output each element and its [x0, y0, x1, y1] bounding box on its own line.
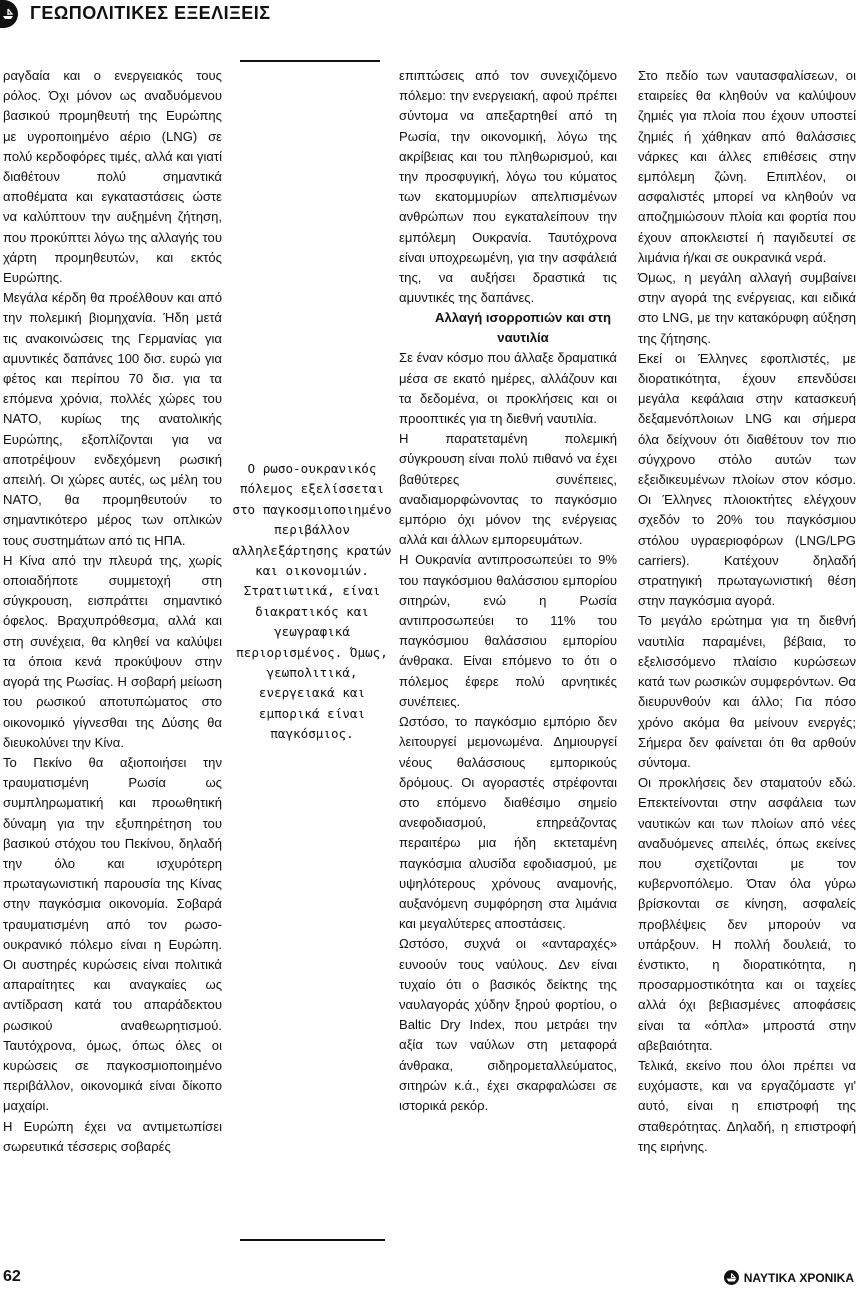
- page-number: 62: [3, 1268, 21, 1285]
- pull-quote-rule-bottom: [240, 1239, 385, 1241]
- ship-logo-icon: [0, 0, 18, 28]
- paragraph: Η παρατεταμένη πολεμική σύγκρουση είναι πολύ πιθανό να έχει βαθύτερες συνέπειες, αναδιαμορφώνοντας το παγκόσμιο εμπόριο όχι μόνον της ενέργειας αλλά και άλλων εμπορευμάτων.: [399, 431, 617, 548]
- footer-brand: [724, 1270, 854, 1285]
- paragraph: Τελικά, εκείνο που όλοι πρέπει να ευχόμαστε, και να εργαζόμαστε γι' αυτό, είναι η επιστροφή της σταθερότητας. Δηλαδή, η επιστροφή της ειρήνης.: [638, 1057, 856, 1154]
- paragraph: Στο πεδίο των ναυτασφαλίσεων, οι εταιρείες θα κληθούν να καλύψουν ζημιές για πλοία που έχουν υποστεί ζημιές ή χάθηκαν από θαλάσσιες νάρκες και άλλες επιθέσεις στην εμπόλεμη ζώνη. Επιπλέον, οι ασφαλιστές μπορεί να κληθούν να αποζημιώσουν πλοία και φορτία που έχουν αποκλειστεί ή παγιδευτεί σε λιμάνια ή/και σε ουκρανικά νερά.: [638, 68, 856, 265]
- paragraph: ραγδαία και ο ενεργειακός τους ρόλος. Όχι μόνον ως αναδυόμενου βασικού προμηθευτή της Ευρώπης με υγροποιημένο αέριο (LNG) σε πολύ κερδοφόρες τιμές, αλλά και γιατί διαθέτουν πολύ σημαντικά αποθέματα και εγκαταστάσεις ώστε να καλύπτουν την αυξημένη ζήτηση, που προκύπτει λόγω της αλλαγής του χάρτη προμηθευτών, και εκτός Ευρώπης.: [3, 68, 222, 286]
- paragraph: Μεγάλα κέρδη θα προέλθουν και από την πολεμική βιομηχανία. Ήδη μετά τις ανακοινώσεις της Γερμανίας για αμυντικές δαπάνες 100 δισ. ευρώ για φέτος και περίπου 70 δισ. για τα επόμενα χρόνια, πολλές χώρες του ΝΑΤΟ, κυρίως της ανατολικής Ευρώπης, εξοπλίζονται για να αποτρέψουν ενδεχόμενη ρωσική απειλή. Οι χώρες αυτές, ως μέλη του ΝΑΤΟ, θα προμηθευτούν το σημαντικότερο μέρος των οπλικών τους συστημάτων από τις ΗΠΑ.: [3, 290, 222, 548]
- page-header: [0, 0, 857, 30]
- section-title: ΓΕΩΠΟΛΙΤΙΚΕΣ ΕΞΕΛΙΞΕΙΣ: [30, 3, 271, 23]
- paragraph: Εκεί οι Έλληνες εφοπλιστές, με διορατικότητα, έχουν επενδύσει μεγάλα κεφάλαια στην κατασκευή δεξαμενόπλοιων LNG και σήμερα όλα δείχνουν ότι διαθέτουν τον πιο σύγχρονο στόλο αυτών των εξειδικευμένων πλοίων στον κόσμο. Οι Έλληνες πλοιοκτήτες ελέγχουν σχεδόν το 20% του παγκόσμιου στόλου υγραεριοφόρων (LNG/LPG carriers). Κατέχουν δηλαδή στρατηγική πρωταγωνιστική θέση στην παγκόσμια αγορά.: [638, 350, 856, 609]
- pull-quote-rule-top: [240, 60, 380, 62]
- subheading: Αλλαγή ισορροπιών και στη ναυτιλία: [435, 310, 611, 346]
- ship-logo-icon: [724, 1270, 739, 1285]
- paragraph: επιπτώσεις από τον συνεχιζόμενο πόλεμο: την ενεργειακή, αφού πρέπει σύντομα να απεξαρτηθεί από τη Ρωσία, την οικονομική, λόγω της ακρίβειας και του πληθωρισμού, και την προσφυγική, λόγω του κύματος των εκατομμυρίων απελπισμένων ανθρώπων που εγκαταλείπουν την εμπόλεμη Ουκρανία. Ταυτόχρονα είναι υποχρεωμένη, για την ασφάλειά της, να αυξήσει δραστικά τις αμυντικές της δαπάνες.: [399, 68, 617, 306]
- brand-name: ΝΑΥΤΙΚΑ ΧΡΟΝΙΚΑ: [743, 1270, 854, 1285]
- paragraph: Η Ουκρανία αντιπροσωπεύει το 9% του παγκόσμιου θαλάσσιου εμπορίου σιτηρών, ενώ η Ρωσία αντιπροσωπεύει το 11% του παγκόσμιου θαλάσσιου εμπορίου άνθρακα. Είναι επόμενο το ότι ο πόλεμος έφερε πολύ αρνητικές συνέπειες.: [399, 552, 617, 709]
- pull-quote: Ο ρωσο-ουκρανικός πόλεμος εξελίσσεται στο παγκοσμιοποιημένο περιβάλλον αλληλεξάρτησης κρατών και οικονομιών. Στρατιωτικά, είναι διακρατικός και γεωγραφικά περιορισμένος. Όμως, γεωπολιτικά, ενεργειακά και εμπορικά είναι παγκόσμιος.: [232, 461, 392, 742]
- paragraph: Όμως, η μεγάλη αλλαγή συμβαίνει στην αγορά της ενέργειας, και ειδικά στο LNG, με την κατακόρυφη αύξηση της ζήτησης.: [638, 270, 856, 346]
- paragraph: Ωστόσο, συχνά οι «ανταραχές» ευνοούν τους ναύλους. Δεν είναι τυχαίο ότι ο βασικός δείκτης της ναυλαγοράς χύδην ξηρού φορτίου, ο Baltic Dry Index, που μετράει την αξία των ναύλων στη μεταφορά άνθρακα, σιδηρομεταλλεύματος, σιτηρών κ.ά., έχει σκαρφαλώσει σε ιστορικά ρεκόρ.: [399, 936, 617, 1113]
- paragraph: Η Ευρώπη έχει να αντιμετωπίσει σωρευτικά τέσσερις σοβαρές: [3, 1118, 222, 1154]
- article-column-4: [638, 66, 856, 1157]
- paragraph: Το Πεκίνο θα αξιοποιήσει την τραυματισμένη Ρωσία ως συμπληρωματική και προωθητική δύναμη για την εξυπηρέτηση του βασικού στόχου του Πεκίνου, δηλαδή την όλο και ισχυρότερη πρωταγωνιστική παρουσία της Κίνας στην παγκόσμια οικονομία. Σοβαρά τραυματισμένη από τον ρωσο-ουκρανικό πόλεμο είναι η Ευρώπη. Οι αυστηρές κυρώσεις είναι πολιτικά απαραίτητες και αναγκαίες ως αντίδραση κατά του απαράδεκτου ρωσικού αναθεωρητισμού. Ταυτόχρονα, όμως, όπως όλες οι κυρώσεις σε παγκοσμιοποιημένο περιβάλλον, οικονομικά είναι δίκοπο μαχαίρι.: [3, 754, 222, 1114]
- article-column-1: [3, 66, 222, 1157]
- article-column-3: [399, 66, 617, 1116]
- paragraph: Η Κίνα από την πλευρά της, χωρίς οποιαδήποτε συμμετοχή στη σύγκρουση, εισπράττει σημαντικό όφελος. Βραχυπρόθεσμα, αλλά και στη συνέχεια, θα κληθεί να καλύψει τα όποια κενά προκύψουν στην αγορά της Ρωσίας. Η σοβαρή μείωση του ρωσικού αποτυπώματος στο οικονομικό γίγνεσθαι της Δύσης θα διευκολύνει την Κίνα.: [3, 552, 222, 750]
- paragraph: Ωστόσο, το παγκόσμιο εμπόριο δεν λειτουργεί μεμονωμένα. Δημιουργεί νέους θαλάσσιους εμπορικούς δρόμους. Οι αγοραστές στρέφονται στο επόμενο διαθέσιμο σημείο ανεφοδιασμού, επηρεάζοντας περαιτέρω μια ήδη εκτεταμένη παγκόσμια αλυσίδα εφοδιασμού, με υψηλότερους χρόνους αναμονής, αυξανόμενη συμφόρηση στα λιμάνια και μεγαλύτερες αποστάσεις.: [399, 714, 617, 932]
- paragraph: Οι προκλήσεις δεν σταματούν εδώ. Επεκτείνονται στην ασφάλεια των ναυτικών και των πλοίων από νέες αναδυόμενες απειλές, όπως εκείνες που σχετίζονται με τον κυβερνοπόλεμο. Όταν όλα γύρω βρίσκονται σε κίνηση, ασφαλείς προβλέψεις δεν μπορούν να υπάρξουν. Η πολλή δουλειά, το ένστικτο, η διορατικότητα, η προσαρμοστικότητα και οι ταχείες αλλά όχι βεβιασμένες αποφάσεις είναι τα «όπλα» μπροστά στην αβεβαιότητα.: [638, 775, 856, 1053]
- paragraph: Το μεγάλο ερώτημα για τη διεθνή ναυτιλία παραμένει, βέβαια, το εξελισσόμενο πλαίσιο κυρώσεων κατά των ρωσικών συμφερόντων. Θα διευρυνθούν και άλλο; Για πόσο χρόνο ακόμα θα μείνουν ενεργές; Σήμερα δεν φαίνεται ότι θα αρθούν σύντομα.: [638, 613, 856, 770]
- paragraph: Σε έναν κόσμο που άλλαξε δραματικά μέσα σε εκατό ημέρες, αλλάζουν και τα δεδομένα, οι προκλήσεις και οι προοπτικές για τη διεθνή ναυτιλία.: [399, 350, 617, 427]
